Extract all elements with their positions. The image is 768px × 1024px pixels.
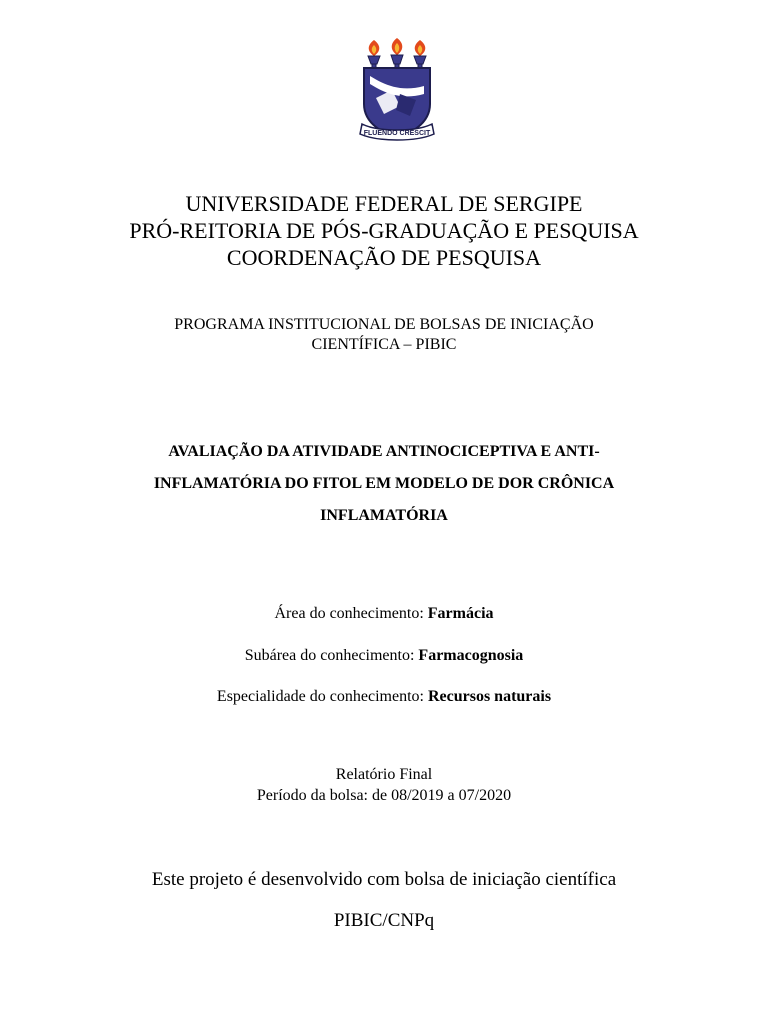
knowledge-subarea-label: Subárea do conhecimento: [244,647,415,664]
coordination-name: COORDENAÇÃO DE PESQUISA [226,245,542,270]
knowledge-specialty [0,687,768,707]
knowledge-subarea [0,646,768,666]
university-crest-logo [356,36,438,144]
knowledge-specialty-label: Especialidade do conhecimento: [216,688,424,705]
knowledge-area [0,604,768,624]
report-type: Relatório Final [335,766,433,783]
project-title-line-1: AVALIAÇÃO DA ATIVIDADE ANTINOCICEPTIVA E ANTI- [168,443,600,460]
program-line-1: PROGRAMA INSTITUCIONAL DE BOLSAS DE INICIAÇÃO [174,316,594,333]
knowledge-specialty-value: Recursos naturais [427,688,552,705]
knowledge-subarea-value: Farmacognosia [418,647,524,664]
grant-period: Período da bolsa: de 08/2019 a 07/2020 [256,787,512,804]
crest-motto: FLUENDO CRESCIT [363,130,431,137]
funding-agency: PIBIC/CNPq [333,910,435,931]
university-name: UNIVERSIDADE FEDERAL DE SERGIPE [185,191,583,216]
pro-rectory-name: PRÓ-REITORIA DE PÓS-GRADUAÇÃO E PESQUISA [129,218,639,243]
project-title-line-3: INFLAMATÓRIA [320,507,448,524]
knowledge-area-value: Farmácia [427,605,494,622]
program-line-2: CIENTÍFICA – PIBIC [311,336,457,353]
funding-statement: Este projeto é desenvolvido com bolsa de iniciação científica [151,869,617,890]
knowledge-area-label: Área do conhecimento: [274,605,424,622]
project-title-line-2: INFLAMATÓRIA DO FITOL EM MODELO DE DOR CRÔNICA [153,475,615,492]
torch-flames [369,38,426,56]
